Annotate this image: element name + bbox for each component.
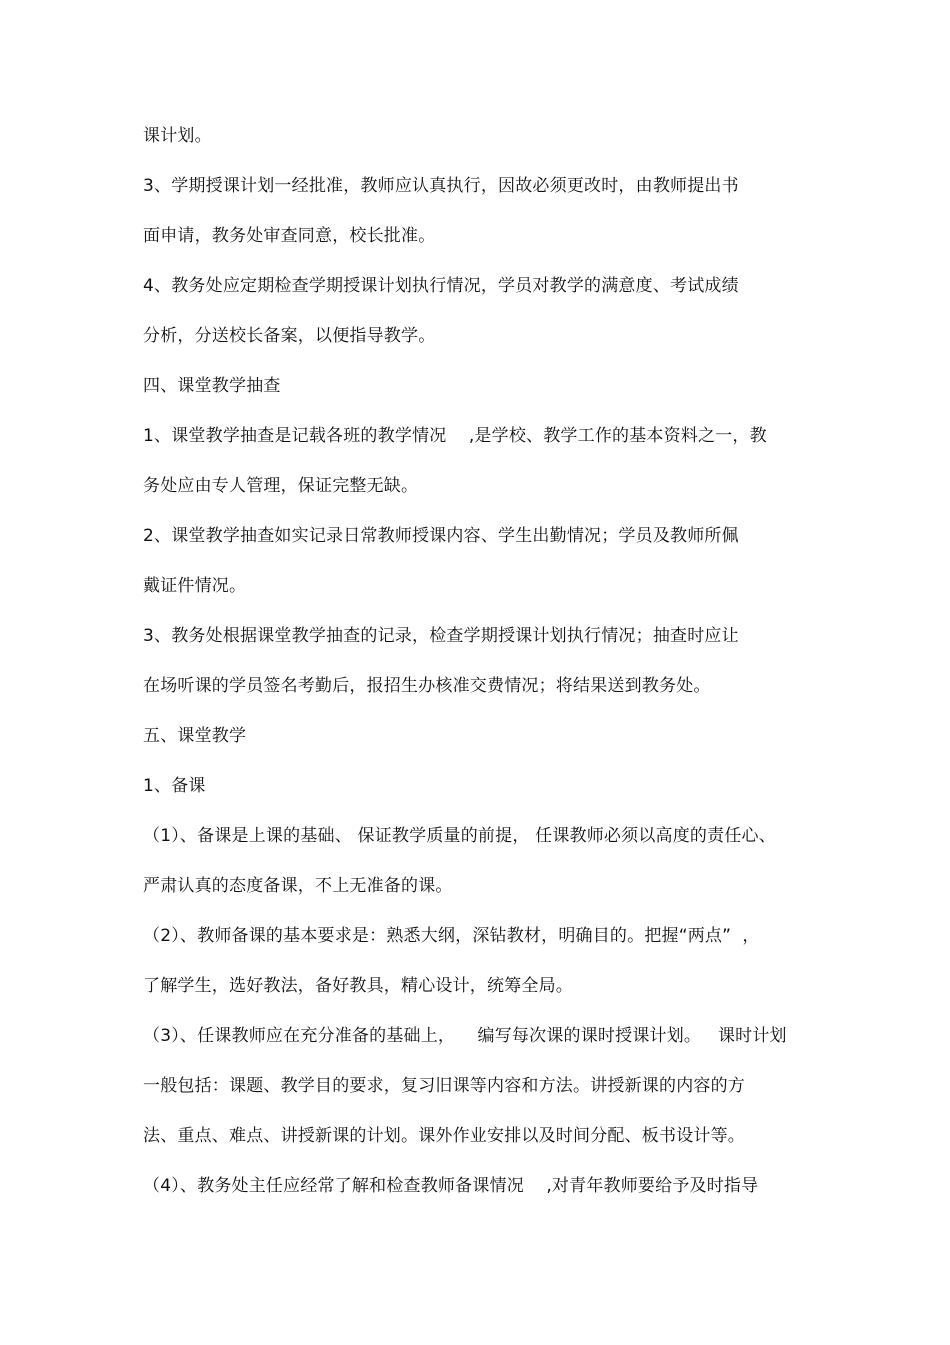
text-line: 法、重点、难点、讲授新课的计划。课外作业安排以及时间分配、板书设计等。 [143, 1126, 745, 1146]
section-heading: 五、课堂教学 [143, 726, 247, 746]
text-line: 2、课堂教学抽查如实记录日常教师授课内容、学生出勤情况；学员及教师所佩 [143, 526, 739, 546]
text-line: 面申请，教务处审查同意，校长批准。 [143, 226, 436, 246]
subsection-heading: 1、备课 [143, 776, 206, 796]
text-line: （4）、教务处主任应经常了解和检查教师备课情况 ,对青年教师要给予及时指导 [143, 1176, 759, 1196]
text-line: 一般包括：课题、教学目的要求，复习旧课等内容和方法。讲授新课的内容的方 [143, 1076, 745, 1096]
text-line: 在场听课的学员签名考勤后，报招生办核准交费情况；将结果送到教务处。 [143, 676, 711, 696]
text-line: 戴证件情况。 [143, 576, 247, 596]
text-line: 务处应由专人管理，保证完整无缺。 [143, 476, 419, 496]
text-line: 分析，分送校长备案，以便指导教学。 [143, 326, 436, 346]
text-line: 3、教务处根据课堂教学抽查的记录，检查学期授课计划执行情况；抽查时应让 [143, 626, 739, 646]
text-line: （2）、教师备课的基本要求是：熟悉大纲，深钻教材，明确目的。把握“两点” ， [143, 926, 760, 946]
text-line: 3、学期授课计划一经批准，教师应认真执行，因故必须更改时，由教师提出书 [143, 176, 739, 196]
text-line: 4、教务处应定期检查学期授课计划执行情况，学员对教学的满意度、考试成绩 [143, 276, 739, 296]
text-line: 严肃认真的态度备课，不上无准备的课。 [143, 876, 453, 896]
text-line: （3）、任课教师应在充分准备的基础上， 编写每次课的课时授课计划。 课时计划 [143, 1026, 787, 1046]
text-line: 了解学生，选好教法，备好教具，精心设计，统筹全局。 [143, 976, 573, 996]
text-line: 课计划。 [143, 126, 212, 146]
text-line: 1、课堂教学抽查是记载各班的教学情况 ,是学校、教学工作的基本资料之一，教 [143, 426, 767, 446]
text-line: （1）、备课是上课的基础、 保证教学质量的前提， 任课教师必须以高度的责任心、 [143, 826, 776, 846]
section-heading: 四、课堂教学抽查 [143, 376, 281, 396]
